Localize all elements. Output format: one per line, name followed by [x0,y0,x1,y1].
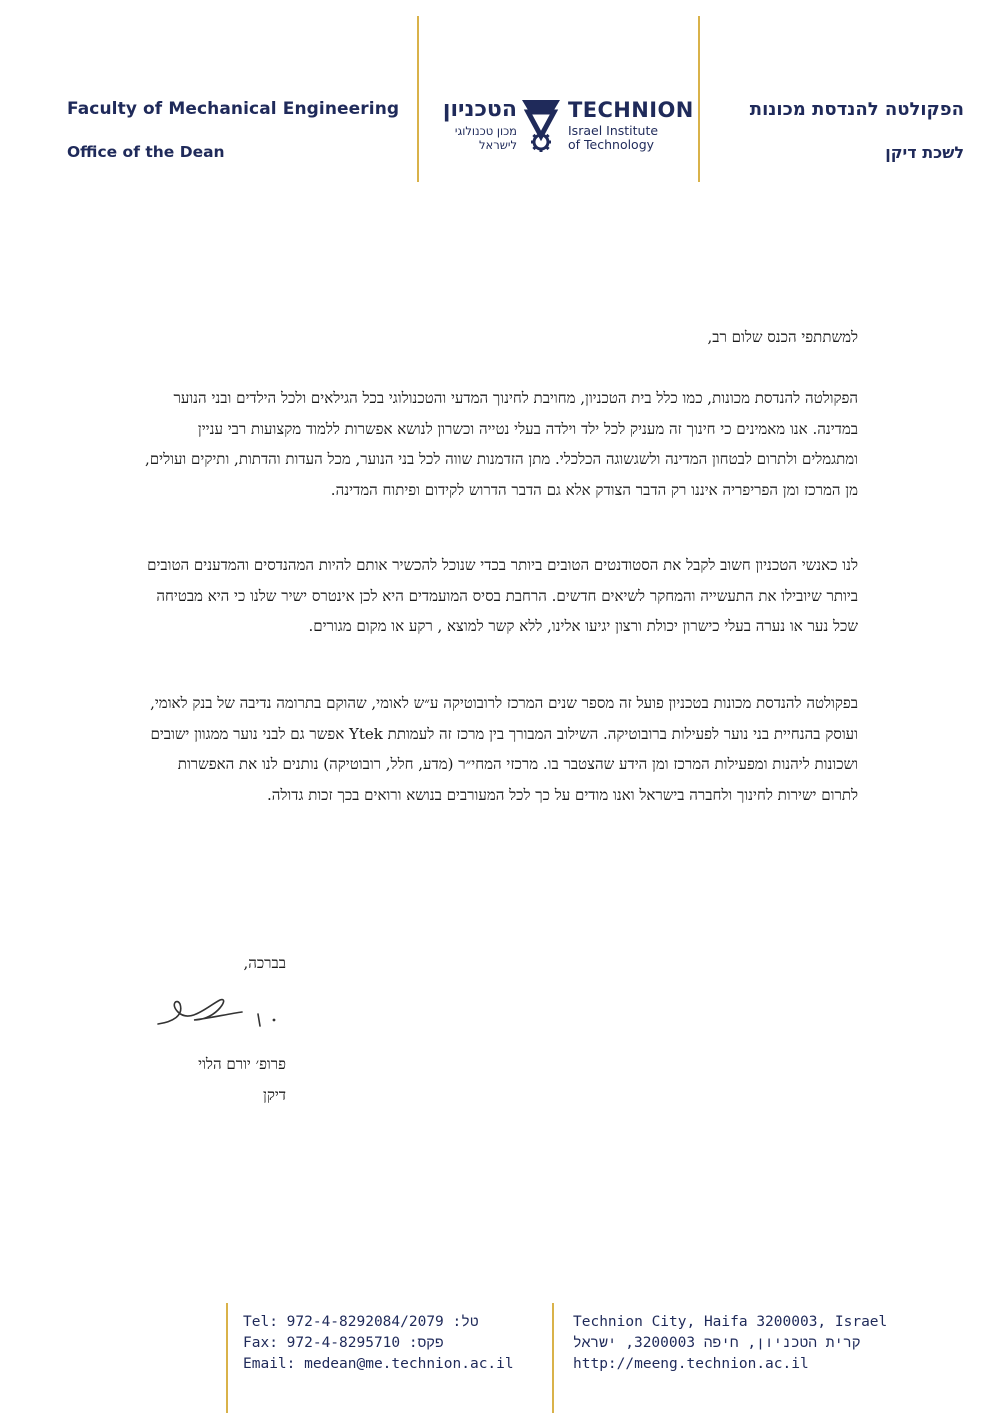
technion-emblem-icon [520,96,562,152]
letter-paragraph-1: הפקולטה להנדסת מכונות, כמו כלל בית הטכניון, מחויבת לחינוך המדעי והטכנולוגי בכל הגילאים ולכל הילדים ובני הנוער במדינה. אנו מאמינים כי חינוך זה מעניק לכל ילד וילדה בעלי נטייה וכשרון לנושא אפשרות ללמוד מקצועות רבי עניין ומתגמלים ולתרום לבטחון המדינה ולשגשוגה הכלכלי. מתן הזדמנות שווה לכל בני הנוער, מכל העדות והדתות, ותיקים ועולים, מן המרכז ומן הפריפריה איננו רק הדבר הצודק אלא גם הדבר הדרוש לקידום ופיתוח המדינה. [145,389,858,499]
footer-address-english: Technion City, Haifa 3200003, Israel [573,1314,888,1330]
footer-website-link[interactable]: http://meeng.technion.ac.il [573,1356,809,1372]
letter-paragraph-3: בפקולטה להנדסת מכונות בטכניון פועל זה מספר שנים המרכז לרובוטיקה ע״ש לאומי, שהוקם בתרומה נדיבה של בנק לאומי, ועוסק בהנחיית בני נוער לפעילות ברובוטיקה. השילוב המבורך בין מרכז זה לעמותת Ytek אפשר גם לבני נוער ממגוון ישובים ושכונות ליהנות ומפעילות המרכז ומן הידע שהצטבר בו. מרכזי המחי״ר (מדע, חלל, רובוטיקה) נותנים לנו את האפשרות לתרום ישירות לחינוך ולחברה בישראל ואנו מודים על כך לכל המעורבים בנושא ורואים בכך זכות גדולה. [150,694,858,804]
logo-english-subtitle-1: Israel Institute [568,123,659,138]
footer-email-link[interactable]: Email: medean@me.technion.ac.il [243,1356,514,1372]
footer-address [573,1312,887,1375]
footer-divider-left [226,1303,228,1413]
header-english-subtitle: Office of the Dean [67,143,225,161]
closing-blessing: בברכה, [243,954,286,972]
footer-contact [243,1312,514,1375]
logo-english-subtitle-2: of Technology [568,137,655,152]
header-hebrew-title: הפקולטה להנדסת מכונות [749,99,964,120]
closing-role: דיקן [263,1086,286,1104]
signature-icon [150,990,290,1035]
letter-paragraph-2: לנו כאנשי הטכניון חשוב לקבל את הסטודנטים הטובים ביותר בכדי שנוכל להכשיר אותם להיות המהנדסים והמדענים הטובים ביותר שיובילו את התעשייה והמחקר לשיאים חדשים. הרחבת בסיס המועמדים היא לכן אינטרס ישיר שלנו כי היא מבטיחה שכל נער או נערה בעלי כישרון יכולת ורצון יגיעו אלינו, ללא קשר למוצא , רקע או מקום מגורים. [147,556,858,635]
footer-tel: Tel: 972-4-8292084/2079 :טל [243,1314,479,1330]
footer-divider-right [552,1303,554,1413]
logo-english-name: TECHNION [568,98,694,122]
letter-greeting: למשתתפי הכנס שלום רב, [707,328,858,346]
header-divider-right [698,16,700,182]
header-hebrew-subtitle: לשכת דיקן [885,143,964,162]
header-english-title: Faculty of Mechanical Engineering [67,99,400,119]
logo-hebrew-subtitle-2: לישראל [479,138,517,152]
header-divider-left [417,16,419,182]
logo-hebrew-name: הטכניון [442,97,517,122]
logo-hebrew-subtitle-1: מכון טכנולוגי [454,124,517,138]
footer-address-hebrew: קרית הטכניון, חיפה 3200003, ישראל [573,1335,861,1351]
footer-fax: Fax: 972-4-8295710 :פקס [243,1335,444,1351]
closing-name: פרופ׳ יורם הלוי [198,1055,286,1073]
